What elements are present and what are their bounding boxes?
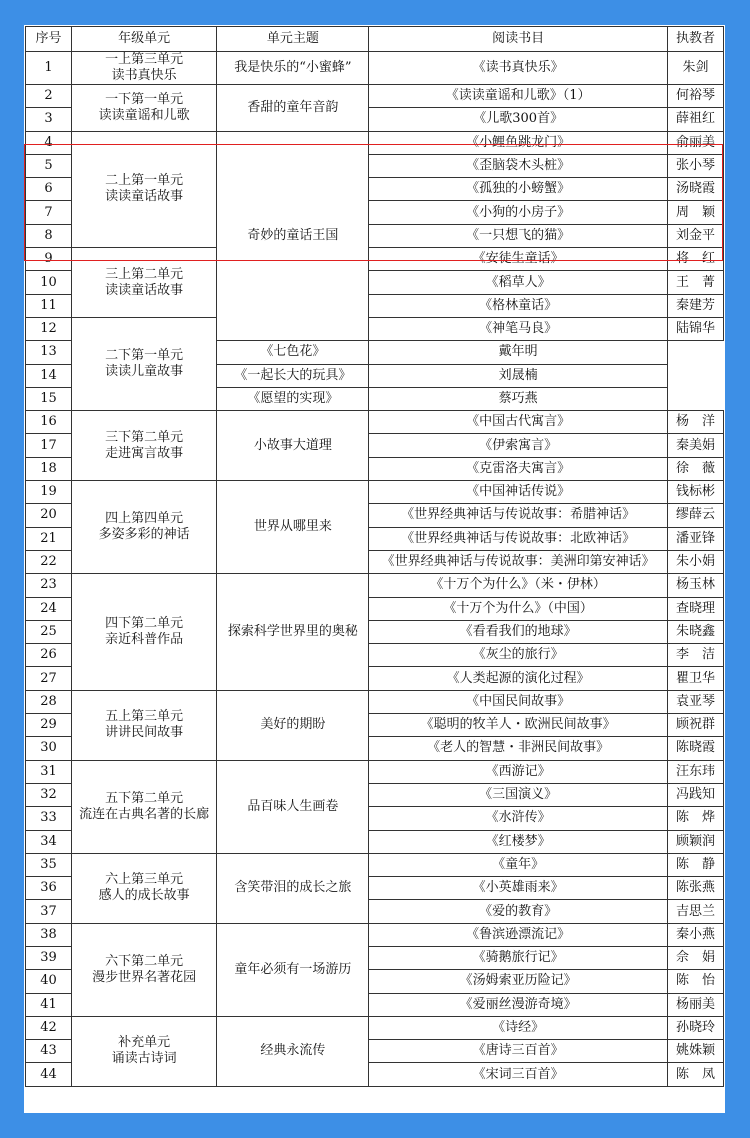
grade-unit-line: 亲近科普作品 — [105, 631, 184, 647]
grade-unit-line: 读书真快乐 — [111, 68, 177, 83]
book-title: 《看看我们的地球》 — [369, 620, 667, 643]
teacher-name: 秦小燕 — [667, 923, 723, 946]
grade-unit-line: 走进寓言故事 — [105, 445, 184, 461]
teacher-name: 陈 烨 — [667, 807, 723, 830]
grade-unit-line: 读读儿童故事 — [105, 364, 184, 380]
unit-theme-cell: 美好的期盼 — [217, 690, 369, 760]
teacher-name: 杨玉林 — [667, 574, 723, 597]
reading-schedule-table — [25, 26, 724, 1087]
row-number: 44 — [26, 1063, 72, 1086]
table-row — [26, 853, 724, 876]
row-number: 14 — [26, 364, 72, 387]
teacher-name: 蔡巧燕 — [369, 387, 667, 410]
teacher-name: 朱小娟 — [667, 550, 723, 573]
row-number: 8 — [26, 224, 72, 247]
grade-unit-line: 六下第二单元 — [105, 953, 184, 969]
book-title: 《十万个为什么》（米・伊林） — [369, 574, 667, 597]
row-number: 33 — [26, 807, 72, 830]
book-title: 《三国演义》 — [369, 783, 667, 806]
grade-unit-cell — [72, 760, 217, 853]
header-book-list: 阅读书目 — [369, 27, 667, 52]
book-title: 《读书真快乐》 — [369, 52, 667, 85]
unit-theme-cell: 童年必须有一场游历 — [217, 923, 369, 1016]
row-number: 17 — [26, 434, 72, 457]
book-title: 《一只想飞的猫》 — [369, 224, 667, 247]
row-number: 28 — [26, 690, 72, 713]
unit-theme-cell: 世界从哪里来 — [217, 481, 369, 574]
table-row — [26, 317, 724, 340]
grade-unit-line: 三下第二单元 — [105, 429, 184, 445]
table-row — [26, 131, 724, 154]
grade-unit-line: 感人的成长故事 — [98, 888, 190, 904]
grade-unit-cell — [72, 131, 217, 247]
grade-unit-line: 多姿多彩的神话 — [98, 527, 190, 543]
teacher-name: 姚姝颖 — [667, 1040, 723, 1063]
row-number: 5 — [26, 154, 72, 177]
row-number: 6 — [26, 178, 72, 201]
teacher-name: 王 菁 — [667, 271, 723, 294]
row-number: 22 — [26, 550, 72, 573]
book-title: 《格林童话》 — [369, 294, 667, 317]
row-number: 15 — [26, 387, 72, 410]
row-number: 3 — [26, 108, 72, 131]
grade-unit-line: 三上第二单元 — [105, 266, 184, 282]
table-row — [26, 923, 724, 946]
teacher-name: 汪东玮 — [667, 760, 723, 783]
grade-unit-line: 读读童谣和儿歌 — [98, 107, 190, 123]
grade-unit-line: 一下第一单元 — [105, 91, 184, 107]
book-title: 《歪脑袋木头桩》 — [369, 154, 667, 177]
teacher-name: 刘晟楠 — [369, 364, 667, 387]
row-number: 13 — [26, 341, 72, 364]
book-title: 《中国民间故事》 — [369, 690, 667, 713]
book-title: 《七色花》 — [217, 341, 369, 364]
teacher-name: 朱剑 — [667, 52, 723, 85]
table-row — [26, 85, 724, 108]
teacher-name: 汤晓霞 — [667, 178, 723, 201]
book-title: 《伊索寓言》 — [369, 434, 667, 457]
row-number: 16 — [26, 411, 72, 434]
teacher-name: 冯践知 — [667, 783, 723, 806]
teacher-name: 吉思兰 — [667, 900, 723, 923]
book-title: 《读读童谣和儿歌》（1） — [369, 85, 667, 108]
unit-theme-cell: 我是快乐的“小蜜蜂” — [217, 52, 369, 85]
teacher-name: 将 红 — [667, 248, 723, 271]
book-title: 《小狗的小房子》 — [369, 201, 667, 224]
header-number: 序号 — [26, 27, 72, 52]
grade-unit-line: 二上第一单元 — [105, 173, 184, 189]
teacher-name: 陈 静 — [667, 853, 723, 876]
document-page — [24, 25, 725, 1113]
header-grade-unit: 年级单元 — [72, 27, 217, 52]
row-number: 25 — [26, 620, 72, 643]
book-title: 《老人的智慧・非洲民间故事》 — [369, 737, 667, 760]
book-title: 《安徒生童话》 — [369, 248, 667, 271]
unit-theme-cell: 探索科学世界里的奥秘 — [217, 574, 369, 690]
row-number: 39 — [26, 946, 72, 969]
row-number: 29 — [26, 714, 72, 737]
unit-theme-cell: 奇妙的童话王国 — [217, 131, 369, 341]
teacher-name: 缪薛云 — [667, 504, 723, 527]
teacher-name: 佘 娟 — [667, 946, 723, 969]
table-row — [26, 690, 724, 713]
book-title: 《世界经典神话与传说故事：美洲印第安神话》 — [369, 550, 667, 573]
teacher-name: 杨丽美 — [667, 993, 723, 1016]
row-number: 30 — [26, 737, 72, 760]
grade-unit-line: 六上第三单元 — [105, 872, 184, 888]
row-number: 36 — [26, 877, 72, 900]
teacher-name: 秦建芳 — [667, 294, 723, 317]
book-title: 《世界经典神话与传说故事：希腊神话》 — [369, 504, 667, 527]
book-title: 《灰尘的旅行》 — [369, 644, 667, 667]
book-title: 《骑鹅旅行记》 — [369, 946, 667, 969]
row-number: 27 — [26, 667, 72, 690]
book-title: 《西游记》 — [369, 760, 667, 783]
header-teacher: 执教者 — [667, 27, 723, 52]
teacher-name: 周 颖 — [667, 201, 723, 224]
row-number: 2 — [26, 85, 72, 108]
grade-unit-line: 读读童话故事 — [105, 282, 184, 298]
table-row — [26, 760, 724, 783]
table-row — [26, 52, 724, 85]
book-title: 《神笔马良》 — [369, 317, 667, 340]
book-title: 《人类起源的演化过程》 — [369, 667, 667, 690]
book-title: 《愿望的实现》 — [217, 387, 369, 410]
grade-unit-cell — [72, 481, 217, 574]
book-title: 《儿歌300首》 — [369, 108, 667, 131]
teacher-name: 袁亚琴 — [667, 690, 723, 713]
table-row — [26, 411, 724, 434]
teacher-name: 陆锦华 — [667, 317, 723, 340]
teacher-name: 查晓理 — [667, 597, 723, 620]
row-number: 10 — [26, 271, 72, 294]
row-number: 41 — [26, 993, 72, 1016]
grade-unit-line: 流连在古典名著的长廊 — [79, 806, 210, 822]
unit-theme-cell: 经典永流传 — [217, 1016, 369, 1086]
book-title: 《红楼梦》 — [369, 830, 667, 853]
teacher-name: 何裕琴 — [667, 85, 723, 108]
grade-unit-line: 漫步世界名著花园 — [92, 969, 197, 985]
book-title: 《一起长大的玩具》 — [217, 364, 369, 387]
row-number: 43 — [26, 1040, 72, 1063]
teacher-name: 钱标彬 — [667, 481, 723, 504]
row-number: 26 — [26, 644, 72, 667]
grade-unit-cell — [72, 248, 217, 318]
row-number: 9 — [26, 248, 72, 271]
book-title: 《小鲤鱼跳龙门》 — [369, 131, 667, 154]
row-number: 7 — [26, 201, 72, 224]
grade-unit-line: 补充单元 — [118, 1035, 171, 1051]
book-title: 《鲁滨逊漂流记》 — [369, 923, 667, 946]
row-number: 23 — [26, 574, 72, 597]
book-title: 《聪明的牧羊人・欧洲民间故事》 — [369, 714, 667, 737]
teacher-name: 潘亚锋 — [667, 527, 723, 550]
grade-unit-line: 五下第二单元 — [105, 790, 184, 806]
grade-unit-line: 二下第一单元 — [105, 348, 184, 364]
table-row — [26, 248, 724, 271]
header-unit-theme: 单元主题 — [217, 27, 369, 52]
grade-unit-cell — [72, 690, 217, 760]
grade-unit-cell — [72, 85, 217, 132]
row-number: 4 — [26, 131, 72, 154]
grade-unit-line: 讲讲民间故事 — [105, 725, 184, 741]
teacher-name: 李 洁 — [667, 644, 723, 667]
row-number: 37 — [26, 900, 72, 923]
row-number: 40 — [26, 970, 72, 993]
table-row — [26, 1016, 724, 1039]
teacher-name: 俞丽美 — [667, 131, 723, 154]
teacher-name: 刘金平 — [667, 224, 723, 247]
teacher-name: 陈 怡 — [667, 970, 723, 993]
teacher-name: 陈晓霞 — [667, 737, 723, 760]
grade-unit-line: 四下第二单元 — [105, 615, 184, 631]
row-number: 42 — [26, 1016, 72, 1039]
row-number: 1 — [26, 52, 72, 85]
book-title: 《克雷洛夫寓言》 — [369, 457, 667, 480]
grade-unit-line: 四上第四单元 — [105, 511, 184, 527]
teacher-name: 秦美娟 — [667, 434, 723, 457]
grade-unit-cell — [72, 411, 217, 481]
book-title: 《唐诗三百首》 — [369, 1040, 667, 1063]
row-number: 11 — [26, 294, 72, 317]
teacher-name: 张小琴 — [667, 154, 723, 177]
book-title: 《宋词三百首》 — [369, 1063, 667, 1086]
teacher-name: 孙晓玲 — [667, 1016, 723, 1039]
row-number: 34 — [26, 830, 72, 853]
teacher-name: 戴年明 — [369, 341, 667, 364]
row-number: 32 — [26, 783, 72, 806]
teacher-name: 徐 薇 — [667, 457, 723, 480]
row-number: 19 — [26, 481, 72, 504]
teacher-name: 薛祖红 — [667, 108, 723, 131]
grade-unit-line: 一上第三单元 — [105, 52, 184, 67]
book-title: 《稻草人》 — [369, 271, 667, 294]
teacher-name: 瞿卫华 — [667, 667, 723, 690]
teacher-name: 陈 凤 — [667, 1063, 723, 1086]
book-title: 《十万个为什么》（中国） — [369, 597, 667, 620]
book-title: 《诗经》 — [369, 1016, 667, 1039]
book-title: 《童年》 — [369, 853, 667, 876]
book-title: 《世界经典神话与传说故事：北欧神话》 — [369, 527, 667, 550]
teacher-name: 朱晓鑫 — [667, 620, 723, 643]
grade-unit-cell — [72, 317, 217, 410]
unit-theme-cell: 含笑带泪的成长之旅 — [217, 853, 369, 923]
grade-unit-cell — [72, 853, 217, 923]
grade-unit-cell — [72, 574, 217, 690]
teacher-name: 陈张燕 — [667, 877, 723, 900]
unit-theme-cell: 香甜的童年音韵 — [217, 85, 369, 132]
row-number: 24 — [26, 597, 72, 620]
book-title: 《爱丽丝漫游奇境》 — [369, 993, 667, 1016]
row-number: 38 — [26, 923, 72, 946]
row-number: 12 — [26, 317, 72, 340]
book-title: 《汤姆索亚历险记》 — [369, 970, 667, 993]
grade-unit-cell — [72, 52, 217, 85]
teacher-name: 杨 洋 — [667, 411, 723, 434]
row-number: 21 — [26, 527, 72, 550]
table-header-row — [26, 27, 724, 52]
book-title: 《水浒传》 — [369, 807, 667, 830]
unit-theme-cell: 品百味人生画卷 — [217, 760, 369, 853]
row-number: 20 — [26, 504, 72, 527]
row-number: 18 — [26, 457, 72, 480]
row-number: 35 — [26, 853, 72, 876]
book-title: 《中国古代寓言》 — [369, 411, 667, 434]
grade-unit-cell — [72, 923, 217, 1016]
grade-unit-line: 五上第三单元 — [105, 709, 184, 725]
grade-unit-line: 读读童话故事 — [105, 189, 184, 205]
table-row — [26, 481, 724, 504]
grade-unit-cell — [72, 1016, 217, 1086]
grade-unit-line: 诵读古诗词 — [111, 1051, 177, 1067]
unit-theme-cell: 小故事大道理 — [217, 411, 369, 481]
book-title: 《小英雄雨来》 — [369, 877, 667, 900]
book-title: 《爱的教育》 — [369, 900, 667, 923]
teacher-name: 顾祝群 — [667, 714, 723, 737]
row-number: 31 — [26, 760, 72, 783]
teacher-name: 顾颖润 — [667, 830, 723, 853]
table-row — [26, 574, 724, 597]
book-title: 《中国神话传说》 — [369, 481, 667, 504]
book-title: 《孤独的小螃蟹》 — [369, 178, 667, 201]
